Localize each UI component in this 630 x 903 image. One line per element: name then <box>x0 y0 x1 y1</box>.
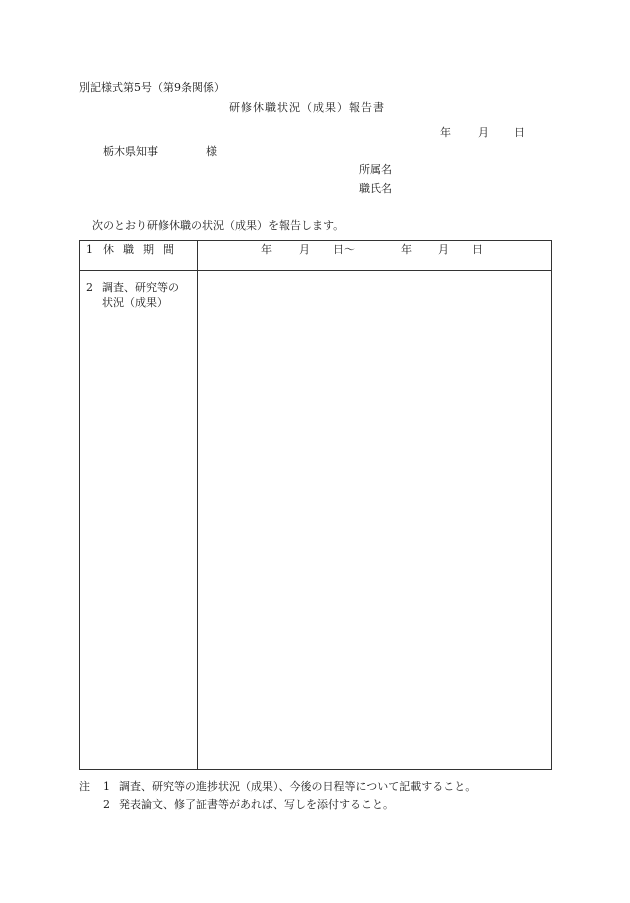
leave-period-row <box>80 241 552 271</box>
affiliation-label: 所属名 <box>359 163 392 176</box>
addressee <box>103 145 217 159</box>
research-status-row <box>80 271 552 770</box>
report-date <box>440 126 525 140</box>
notes-head: 注 <box>79 780 90 793</box>
period-from-month: 月 <box>299 243 310 256</box>
note-2 <box>103 798 394 812</box>
research-status-label-cell <box>80 271 198 770</box>
form-number: 別記様式第5号（第9条関係） <box>79 81 225 94</box>
note-1 <box>79 780 476 794</box>
leave-period-label: 休職期間 <box>103 243 183 256</box>
note-number: 2 <box>103 798 110 811</box>
date-year-label: 年 <box>440 126 451 139</box>
note-number: 1 <box>103 780 110 793</box>
research-status-label-line2: 状況（成果） <box>102 296 168 309</box>
period-from-year: 年 <box>261 243 272 256</box>
period-to-day: 日 <box>472 243 483 256</box>
date-month-label: 月 <box>478 126 489 139</box>
report-table <box>79 240 552 770</box>
period-to-month: 月 <box>438 243 449 256</box>
intro-text: 次のとおり研修休職の状況（成果）を報告します。 <box>92 219 345 232</box>
date-day-label: 日 <box>514 126 525 139</box>
note-text: 調査、研究等の進捗状況（成果）、今後の日程等について記載すること。 <box>119 780 477 793</box>
leave-period-value-cell[interactable] <box>198 241 552 271</box>
period-from-day: 日～ <box>333 243 355 256</box>
addressee-honorific: 様 <box>206 145 217 158</box>
addressee-name: 栃木県知事 <box>103 145 158 158</box>
leave-period-label-cell <box>80 241 198 271</box>
note-text: 発表論文、修了証書等があれば、写しを添付すること。 <box>119 798 394 811</box>
row-number: 2 <box>86 281 93 294</box>
row-number: 1 <box>86 243 93 256</box>
period-to-year: 年 <box>401 243 412 256</box>
research-status-content-cell[interactable] <box>198 271 552 770</box>
document-title: 研修休職状況（成果）報告書 <box>229 101 385 114</box>
research-status-label-line1: 調査、研究等の <box>102 281 179 294</box>
job-name-label: 職氏名 <box>359 182 392 195</box>
